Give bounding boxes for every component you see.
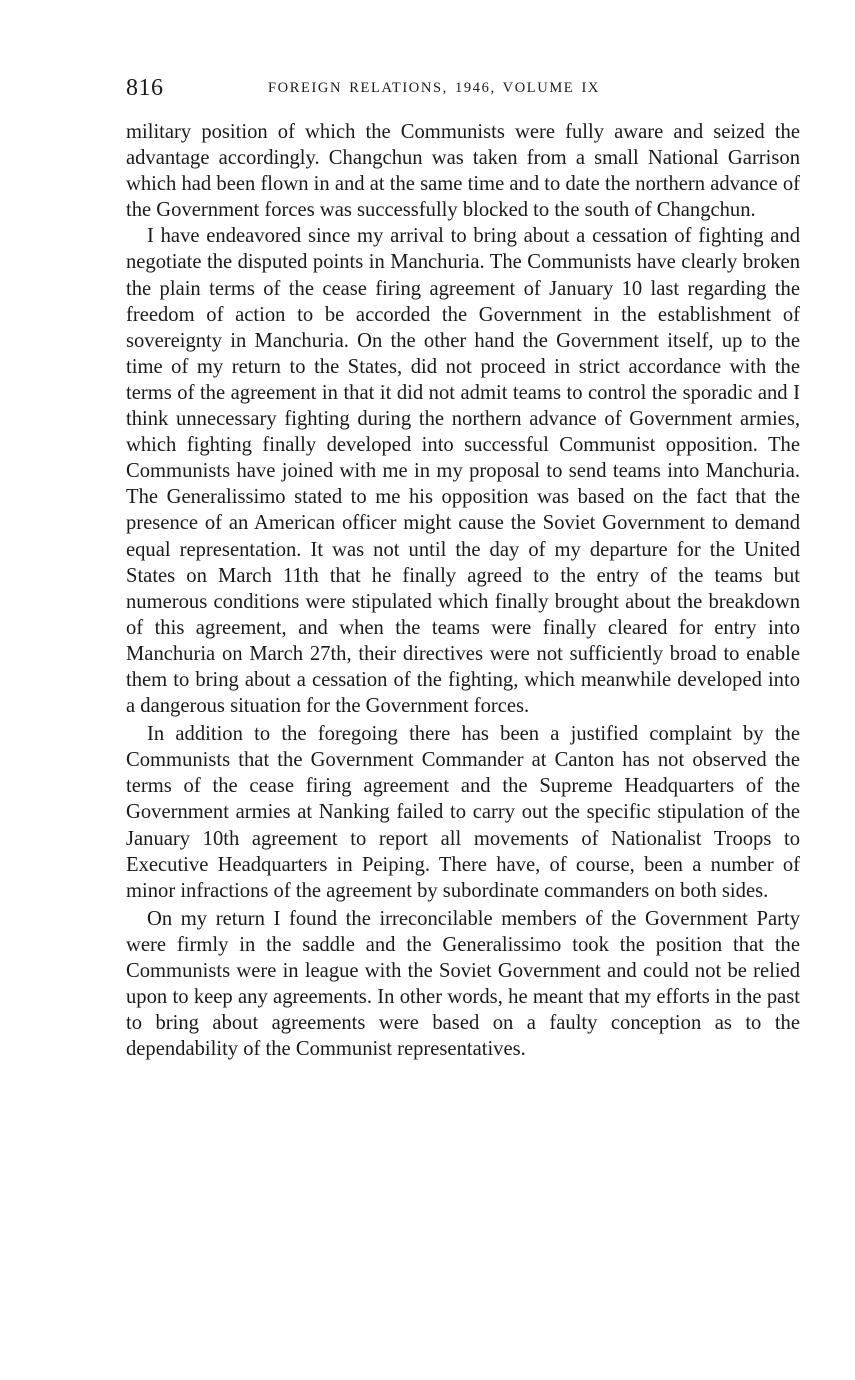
body-text [126, 119, 800, 1062]
running-title: FOREIGN RELATIONS, 1946, VOLUME IX [268, 80, 600, 96]
paragraph-continued: military position of which the Communists were fully aware and seized the advantage accordingly. Changchun was taken from a small National Garrison which had been flown in and at the same time and to date the northern advance of the Government forces was successfully blocked to the south of Changchun. [126, 121, 800, 222]
paragraph-return-to-china: On my return I found the irreconcilable members of the Government Party were firmly in the saddle and the Generalissimo took the position that the Communists were in league with the Soviet Government and could not be relied upon to keep any agreements. In other words, he meant that my efforts in the past to bring about agreements were based on a faulty conception as to the dependability of the Communist representatives. [126, 907, 800, 1061]
paragraph-manchuria-fighting: I have endeavored since my arrival to bring about a cessation of fighting and negotiate the disputed points in Manchuria. The Communists have clearly broken the plain terms of the cease firing agreement of January 10 last regarding the freedom of action to be accorded the Government in the establishment of sovereignty in Manchuria. On the other hand the Government itself, up to the time of my return to the States, did not proceed in strict accordance with the terms of the agreement in that it did not admit teams to control the sporadic and I think unnecessary fighting during the northern advance of Government armies, which fighting finally developed into successful Communist opposition. The Communists have joined with me in my proposal to send teams into Manchuria. The Generalissimo stated to me his opposition was based on the fact that the presence of an American officer might cause the Soviet Government to demand equal representation. It was not until the day of my departure for the United States on March 11th that he finally agreed to the entry of the teams but numerous conditions were stipulated which finally brought about the breakdown of this agreement, and when the teams were finally cleared for entry into Manchuria on March 27th, their directives were not sufficiently broad to enable them to bring about a cessation of the fighting, which meanwhile developed into a dangerous situation for the Government forces. [126, 225, 800, 718]
page-number: 816 [126, 75, 164, 101]
running-header [126, 72, 800, 104]
paragraph-communist-complaint: In addition to the foregoing there has been a justified complaint by the Communists that the Government Commander at Canton has not observed the terms of the cease firing agreement and the Supreme Headquarters of the Government armies at Nanking failed to carry out the specific stipulation of the January 10th agreement to report all movements of Nationalist Troops to Executive Headquarters in Peiping. There have, of course, been a number of minor infractions of the agreement by subordinate commanders on both sides. [126, 723, 800, 902]
